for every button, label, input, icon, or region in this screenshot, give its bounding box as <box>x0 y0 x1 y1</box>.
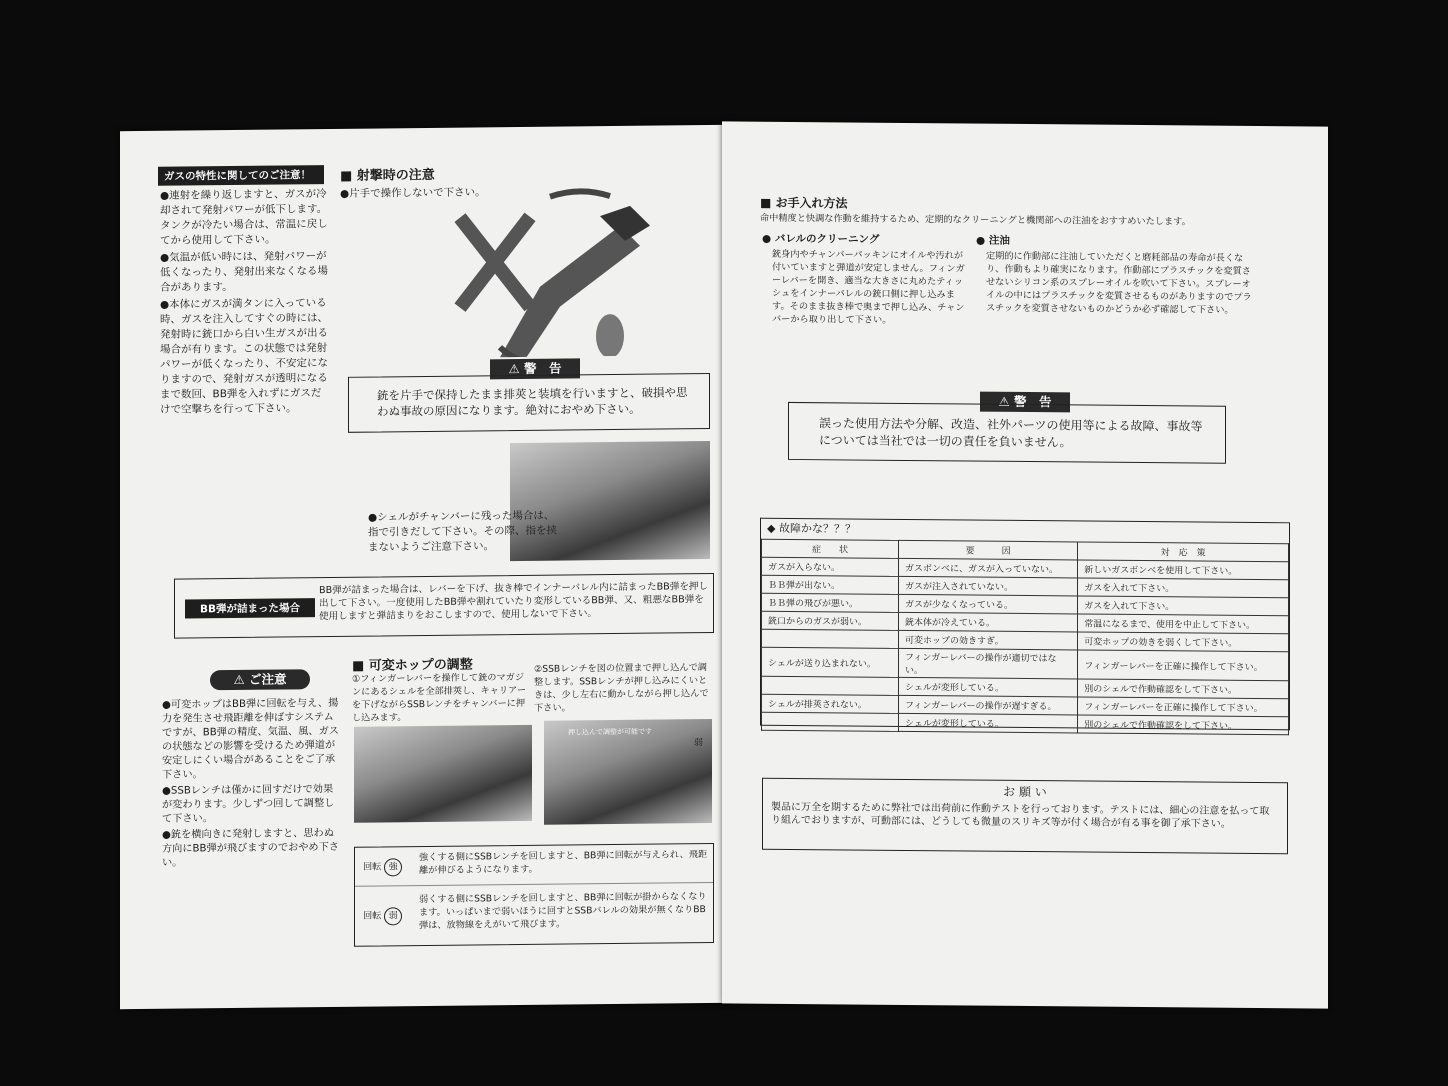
table-cell: ＢＢ弾の飛びが悪い。 <box>762 593 899 612</box>
table-cell: フィンガーレバーを正確に操作して下さい。 <box>1078 697 1289 717</box>
shell-note: ●シェルがチャンバーに残った場合は、指で引きだして下さい。その際、指を挟まないようご注意下さい。 <box>368 509 557 554</box>
hop-step-1: ①フィンガーレバーを操作して銃のマガジンにあるシェルを全部排莢し、キャリアーを下げながらSSBレンチをチャンバーに押し込みます。 <box>352 671 527 724</box>
hop-step-2: ②SSBレンチを図の位置まで押し込んで調整します。SSBレンチが押し込みにくいときは、少し左右に動かしながら押し込んで下さい。 <box>534 662 709 714</box>
table-cell: シェルが変形している。 <box>899 713 1078 733</box>
table-cell: 新しいガスボンベを使用して下さい。 <box>1078 560 1289 580</box>
weak-icon: 弱 <box>384 907 402 925</box>
fault-table <box>761 539 1289 736</box>
fault-col-symptom: 症 状 <box>762 539 899 558</box>
gas-item: ●連射を繰り返しますと、ガスが冷却されて発射パワーが低下します。タンクが冷たい場合は、常温に戻してから使用して下さい。 <box>160 188 328 247</box>
caution-label: ⚠ ご注意 <box>210 669 310 690</box>
gas-header: ガスの特性に関してのご注意！ <box>158 165 324 186</box>
barrel-text: 銃身内やチャンバーパッキンにオイルや汚れが付いていますと弾道が安定しません。フィンガーレバーを開き、適当な大きさに丸めたティッシュをインナーバレルの銃口側に押し込みます。そのまま抜き棒で奥まで押し込み、チャンバーから取り出して下さい。 <box>772 248 965 326</box>
lever-photo <box>354 725 532 823</box>
table-cell: ＢＢ弾が出ない。 <box>762 575 899 594</box>
photo-caption-weak: 弱 <box>694 738 704 749</box>
table-cell: シェルが送り込まれない。 <box>762 647 899 677</box>
bb-jam-label: BB弾が詰まった場合 <box>185 598 315 618</box>
fault-title: ◆ 故障かな？？？ <box>767 521 856 536</box>
table-cell: フィンガーレバーの操作が適切ではない。 <box>899 648 1078 679</box>
table-cell: シェルが排莢されない。 <box>762 694 899 713</box>
table-cell: 可変ホップの効きすぎ。 <box>899 630 1078 650</box>
gas-item: ●気温が低い時には、発射パワーが低くなったり、発射出来なくなる場合があります。 <box>160 250 328 294</box>
barrel-title: ● バレルのクリーニング <box>762 232 880 246</box>
warning-box <box>348 373 710 433</box>
prohibited-x-icon <box>460 217 530 308</box>
right-page <box>722 121 1328 1008</box>
table-cell: ガスが注入されていない。 <box>899 576 1078 596</box>
table-row <box>762 712 1289 735</box>
caution-notes <box>162 697 340 873</box>
caution-item: ●SSBレンチは僅かに回すだけで効果が変わります。少しずつ回して調整して下さい。 <box>162 783 335 825</box>
oil-text: 定期的に作動部に注油していただくと磨耗部品の寿命が長くなり、作動もより確実になります。作動部にプラスチックを変質させないシリコン系のスプレーオイルを吹いて下さい。スプレーオイルの中にはプラスチックを変質させるものがありますのでプラスチックを変質させないものかどうか必ず確認して下さい。 <box>986 250 1252 316</box>
one-hand-illustration <box>400 166 650 359</box>
request-box <box>762 778 1288 855</box>
firing-title: ■ 射撃時の注意 <box>340 167 435 184</box>
table-row <box>762 647 1289 681</box>
table-cell <box>762 676 899 695</box>
table-cell: フィンガーレバーの操作が遅すぎる。 <box>899 695 1078 715</box>
table-cell: 銃本体が冷えている。 <box>899 612 1078 632</box>
bb-jam-box <box>174 573 714 639</box>
warning-text: 銃を片手で保持したまま排莢と装填を行いますと、破損や思わぬ事故の原因になります。絶対におやめ下さい。 <box>377 385 688 419</box>
table-cell: 可変ホップの効きを弱くして下さい。 <box>1078 632 1289 652</box>
table-cell: シェルが変形している。 <box>899 677 1078 697</box>
oil-title: ● 注油 <box>976 234 1010 247</box>
warning-label-right: ⚠ 警 告 <box>980 392 1070 413</box>
strong-icon: 強 <box>384 858 402 876</box>
rot-weak-label <box>363 907 402 925</box>
request-text: 製品に万全を期するために弊社では出荷前に作動テストを行っております。テストには、細心の注意を払って取り組んでおりますが、可動部には、どうしても微量のスリキズ等が付く場合が有る事を御了承下さい。 <box>771 801 1270 830</box>
request-title: お 願 い <box>1003 784 1047 800</box>
rot-strong-text: 強くする側にSSBレンチを回しますと、BB弾に回転が与えられ、飛距離が伸びるようになります。 <box>419 849 708 877</box>
rot-strong-label <box>363 858 402 876</box>
fault-col-cause: 要 因 <box>899 540 1078 560</box>
warning-box-right <box>788 402 1226 464</box>
rotation-divider <box>355 882 713 887</box>
rotate-arrow-icon <box>550 191 610 197</box>
table-cell: 常温になるまで、使用を中止して下さい。 <box>1078 614 1289 634</box>
table-cell: 別のシェルで作動確認をして下さい。 <box>1078 715 1289 735</box>
table-cell: ガスボンベに、ガスが入っていない。 <box>899 558 1078 578</box>
left-page <box>120 125 732 1009</box>
table-cell: ガスを入れて下さい。 <box>1078 578 1289 598</box>
bb-jam-text: BB弾が詰まった場合は、レバーを下げ、抜き棒でインナーバレル内に詰まったBB弾を押し出して下さい。一度使用したBB弾や割れていたり変形しているBB弾、又、粗悪なBB弾を使用しますと弾詰まりをおこしますので、使用しないで下さい。 <box>319 581 709 623</box>
fault-box <box>760 518 1290 731</box>
photo-caption: 押し込んで調整が可能です <box>568 727 652 737</box>
table-cell: 別のシェルで作動確認をして下さい。 <box>1078 679 1289 699</box>
rot-weak-label-text: 回転 <box>363 910 382 922</box>
gas-item: ●本体にガスが満タンに入っている時、ガスを注入してすぐの時には、発射時に銃口から白い生ガスが出る場合が有ります。この状態では発射パワーが低くなったり、不安定になりますので、発射ガスが透明になるまで数回、BB弾を入れずにガスだけで空撃ちを行って下さい。 <box>160 297 328 416</box>
care-intro: 命中精度と快調な作動を維持するため、定期的なクリーニングと機関部への注油をおすすめいたします。 <box>760 212 1191 228</box>
care-title: ■ お手入れ方法 <box>760 195 848 211</box>
hand-shape <box>596 314 624 358</box>
wrench-photo <box>544 719 712 825</box>
hop-title: ■ 可変ホップの調整 <box>352 657 473 674</box>
table-cell: ガスが入らない。 <box>762 557 899 576</box>
table-cell: フィンガーレバーを正確に操作して下さい。 <box>1078 650 1289 681</box>
caution-item: ●銃を横向きに発射しますと、思わぬ方向にBB弾が飛びますのでおやめ下さい。 <box>162 827 339 869</box>
warning-text-right: 誤った使用方法や分解、改造、社外パーツの使用等による故障、事故等については当社では一切の責任を負いません。 <box>819 416 1203 450</box>
table-cell <box>762 712 899 731</box>
rotation-box <box>354 843 714 947</box>
rot-strong-label-text: 回転 <box>363 861 382 873</box>
table-cell: 銃口からのガスが弱い。 <box>762 611 899 630</box>
table-cell <box>762 629 899 648</box>
warning-label: ⚠ 警 告 <box>490 358 580 379</box>
table-cell: ガスが少なくなっている。 <box>899 594 1078 614</box>
firing-note: ●片手で操作しないで下さい。 <box>340 186 486 200</box>
table-cell: ガスを入れて下さい。 <box>1078 596 1289 616</box>
caution-item: ●可変ホップはBB弾に回転を与え、揚力を発生させ飛距離を伸ばすシステムですが、BB弾の精度、気温、風、ガスの状態などの影響を受けるため弾道が安定しにくい場合があることをご了承下さい。 <box>162 697 339 781</box>
fault-col-remedy: 対 応 策 <box>1078 542 1289 562</box>
gas-notes <box>160 187 330 420</box>
rot-weak-text: 弱くする側にSSBレンチを回しますと、BB弾に回転が掛からなくなります。いっぱいまで弱いほうに回すとSSBバレルの効果が無くなりBB弾は、放物線をえがいて飛びます。 <box>419 891 707 932</box>
